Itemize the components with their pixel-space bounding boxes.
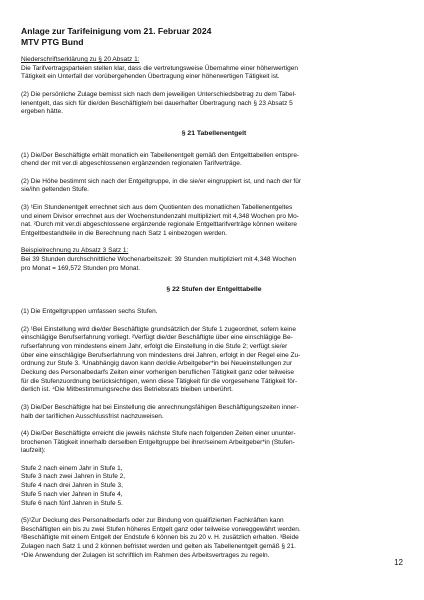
header-title: Anlage zur Tarifeinigung vom 21. Februar 2024	[21, 26, 212, 36]
stufe-item: Stufe 2 nach einem Jahr in Stufe 1,	[21, 464, 123, 472]
text-line: lenentgelt, das sich für die/den Beschäftigte/n bei dauerhafter Übertragung nach § 23 Absatz 5	[21, 99, 293, 107]
text-line: Tätigkeit ein Unterfall der vorübergehenden Übertragung einer höherwertigen Tätigkeit ist.	[21, 73, 280, 81]
text-line: Entgeltbestandteile in die Berechnung nach Satz 1 einbezogen werden.	[21, 229, 227, 237]
stufe-item: Stufe 4 nach drei Jahren in Stufe 3,	[21, 482, 123, 490]
text-line: für die Stufenzuordnung berücksichtigen, wenn diese Tätigkeit für die vorgesehene Tätigkeit för-	[21, 377, 298, 385]
text-line: (4) Die/Der Beschäftigte erreicht die jeweils nächste Stufe nach folgenden Zeiten einer ununter-	[21, 429, 296, 437]
text-line: einschlägige Berufserfahrung vorliegt. ²Verfügt die/der Beschäftigte über eine einschlägige Be-	[21, 334, 293, 342]
text-line: derlich ist. ⁴Die Mitbestimmungsreche des Betriebsrats bleiben unberührt.	[21, 386, 233, 394]
text-line: und einem Divisor errechnet aus der Wochenstundenzahl multipliziert mit 4,348 Wochen pro Mo-	[21, 212, 299, 220]
note-heading: Niederschriftserklärung zu § 20 Absatz 1:	[21, 56, 140, 63]
text-line: (5)¹Zur Deckung des Personalbedarfs oder zur Bindung von qualifizierten Fachkräften kann	[21, 516, 284, 524]
text-line: Die Tarifvertragsparteien stellen klar, dass die vertretungsweise Übernahme einer höherwertigen	[21, 64, 298, 72]
text-line: nat. ²Durch mit ver.di abgeschlossene ergänzende regionale Entgelttarifverträge können weitere	[21, 221, 298, 229]
text-line: Beschäftigten ein bis zu zwei Stufen höheres Entgelt ganz oder teilweise vorweggewährt werden.	[21, 525, 301, 533]
text-line: ergeben hätte.	[21, 108, 63, 116]
text-line: (3) Die/Der Beschäftigte hat bei Einstellung die anrechnungsfähigen Beschäftigungszeiten inner-	[21, 403, 299, 411]
page-header	[21, 26, 211, 47]
header-subtitle: MTV PTG Bund	[21, 36, 84, 47]
text-line: Bei 39 Stunden durchschnittliche Wochenarbeitszeit: 39 Stunden multipliziert mit 4,348 Wochen	[21, 256, 297, 263]
text-line: über eine einschlägige Berufserfahrung von mindestens drei Jahren, erfolgt in der Regel eine Zu-	[21, 351, 301, 359]
text-line: ordnung zur Stufe 3. ³Unabhängig davon kann der/die Arbeitgeber*in bei Neueinstellungen zur	[21, 360, 293, 368]
text-line: ⁴Die Anwendung der Zulagen ist schriftlich im Rahmen des Arbeitsvertrages zu regeln.	[21, 551, 270, 559]
section-21-title: § 21 Tabellenentgelt	[181, 129, 247, 137]
text-line: (3) ¹Ein Stundenentgelt errechnet sich aus dem Quotienten des monatlichen Tabellenentgeltes	[21, 203, 293, 211]
page-number: 12	[394, 558, 403, 567]
section-22-title: § 22 Stufen der Entgelttabelle	[166, 286, 262, 294]
text-line: pro Monat = 169,572 Stunden pro Monat.	[21, 264, 141, 272]
text-line: rufserfahrung von mindestens einem Jahr, erfolgt die Einstellung in die Stufe 2; verfügt sie/er	[21, 342, 288, 350]
text-line: laufzeit):	[21, 447, 46, 455]
text-line: (2) Die persönliche Zulage bemisst sich nach dem jeweiligen Unterschiedsbetrag zu dem Tabel-	[21, 90, 297, 98]
text-line: sie/ihn geltenden Stufe.	[21, 186, 89, 194]
text-line: Deckung des Personalbedarfs Zeiten einer vorherigen beruflichen Tätigkeit ganz oder teilweise	[21, 369, 295, 377]
text-line: brochenen Tätigkeit innerhalb derselben Entgeltgruppe bei ihrer/seinem Arbeitgeber*in (Stufen-	[21, 438, 295, 446]
stufe-item: Stufe 6 nach fünf Jahren in Stufe 5.	[21, 499, 123, 507]
document-body	[21, 56, 407, 560]
text-line: (2) Die Höhe bestimmt sich nach der Entgeltgruppe, in die sie/er eingruppiert ist, und nach der für	[21, 177, 302, 185]
text-line: (2) ¹Bei Einstellung wird die/der Beschäftigte grundsätzlich der Stufe 1 zugeordnet, sofern keine	[21, 325, 296, 333]
text-line: halb der tariflichen Ausschlussfrist nachzuweisen.	[21, 412, 164, 420]
example-heading: Beispielrechnung zu Absatz 3 Satz 1:	[21, 247, 129, 255]
text-line: Zulagen nach Satz 1 und 2 können befristet werden und gelten als Tabellenentgelt gemäß § 21.	[21, 543, 296, 551]
text-line: chend der mit ver.di abgeschlossenen ergänzenden regionalen Tarifverträge.	[21, 160, 242, 168]
stufe-item: Stufe 5 nach vier Jahren in Stufe 4,	[21, 490, 123, 498]
text-line: (1) Die/Der Beschäftigte erhält monatlich ein Tabellenentgelt gemäß den Entgelttabellen entspre-	[21, 151, 300, 159]
stufe-item: Stufe 3 nach zwei Jahren in Stufe 2,	[21, 473, 126, 481]
text-line: (1) Die Entgeltgruppen umfassen sechs Stufen.	[21, 308, 158, 316]
text-line: ²Beschäftigte mit einem Entgelt der Endstufe 6 können bis zu 20 v. H. zusätzlich erhalten. ³Beide	[21, 534, 299, 542]
